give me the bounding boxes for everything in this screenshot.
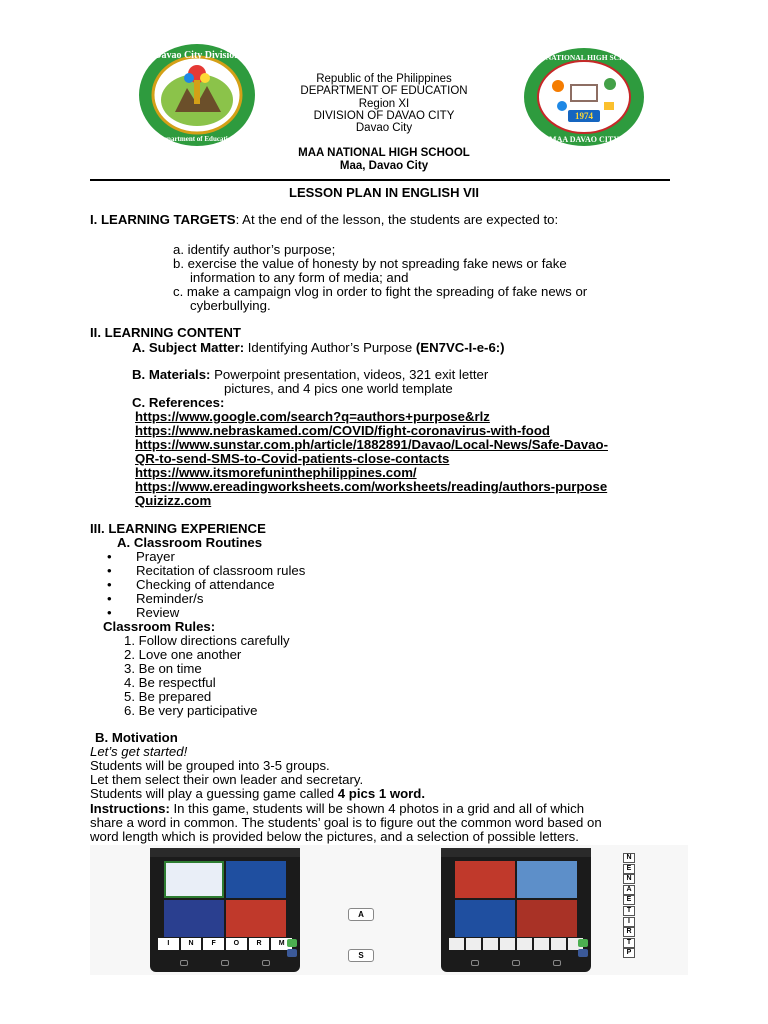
share-icon (578, 949, 588, 957)
back-icon (471, 960, 479, 966)
references-label: C. References: (132, 395, 225, 410)
seal-year: 1974 (575, 111, 593, 121)
rule-item: 6. Be very participative (124, 703, 258, 718)
target-item-continued: cyberbullying. (190, 298, 271, 313)
picture-1 (164, 861, 224, 898)
motivation-line: Students will be grouped into 3-5 groups. (90, 758, 330, 773)
answer-tile-blank (517, 938, 532, 950)
materials-continued: pictures, and 4 pics one world template (224, 381, 453, 396)
letter-choice: N (623, 853, 635, 863)
bullet: • (107, 549, 112, 564)
letter-choice: R (623, 927, 635, 937)
school-address: Maa, Davao City (339, 159, 429, 172)
puzzle-phone-1 (150, 848, 300, 972)
letter-choice: P (623, 948, 635, 958)
share-icon (287, 949, 297, 957)
game-line-text: Students will play a guessing game called (90, 786, 338, 801)
department-line: DEPARTMENT OF EDUCATION (300, 85, 468, 98)
agency-header (250, 73, 518, 134)
materials-label: B. Materials: (132, 367, 211, 382)
classroom-routines-heading: A. Classroom Routines (117, 535, 263, 550)
game-name: 4 pics 1 word. (337, 786, 425, 801)
republic-line: Republic of the Philippines (316, 73, 452, 85)
reference-link[interactable]: https://www.itsmorefuninthephilippines.com/ (135, 465, 417, 480)
target-item: c. make a campaign vlog in order to fight the spreading of fake news or (173, 284, 588, 299)
subject-code: (EN7VC-I-e-6:) (415, 340, 505, 355)
nav-bar (180, 958, 270, 968)
answer-tile: F (203, 938, 224, 950)
status-bar (441, 848, 591, 857)
letter-choices (623, 853, 635, 959)
answer-tile-blank (551, 938, 566, 950)
picture-2 (226, 861, 286, 898)
answer-tile-blank (500, 938, 515, 950)
home-icon (221, 960, 229, 966)
bullet: • (107, 563, 112, 578)
seal-top-text: Davao City Division (154, 50, 240, 61)
letter-choice: T (623, 938, 635, 948)
answer-tile: M (271, 938, 292, 950)
rule-item: 1. Follow directions carefully (124, 633, 290, 648)
reference-link[interactable]: https://www.google.com/search?q=authors+purpose&rlz (135, 409, 490, 424)
answer-tile-blank (534, 938, 549, 950)
bullet: • (107, 577, 112, 592)
target-item-continued: information to any form of media; and (190, 270, 409, 285)
routine-label: Checking of attendance (136, 577, 275, 592)
answer-tiles (158, 938, 292, 950)
letter-button: A (348, 908, 374, 921)
game-screenshots (90, 845, 688, 975)
letter-choice: I (623, 917, 635, 927)
reference-link[interactable]: https://www.ereadingworksheets.com/worksheets/reading/authors-purpose (135, 479, 608, 494)
instructions-line: share a word in common. The students’ goal is to figure out the common word based on (90, 815, 602, 830)
subject-matter-label: A. Subject Matter: (132, 340, 245, 355)
picture-4 (517, 900, 577, 937)
target-item: b. exercise the value of honesty by not spreading fake news or fake (173, 256, 567, 271)
answer-tile-blank (449, 938, 464, 950)
reference-link[interactable]: https://www.nebraskamed.com/COVID/fight-coronavirus-with-food (135, 423, 550, 438)
home-icon (512, 960, 520, 966)
answer-tile: I (158, 938, 179, 950)
hint-icon (578, 939, 588, 947)
letter-choice: T (623, 906, 635, 916)
reference-link[interactable]: https://www.sunstar.com.ph/article/1882891/Davao/Local-News/Safe-Davao- (135, 437, 608, 452)
bullet: • (107, 605, 112, 620)
letter-choice: A (623, 885, 635, 895)
picture-3 (455, 900, 515, 937)
picture-3 (164, 900, 224, 937)
answer-tile: N (181, 938, 202, 950)
game-line (90, 787, 425, 801)
puzzle-phone-2 (441, 848, 591, 972)
learning-targets-intro: : At the end of the lesson, the students are expected to: (235, 212, 559, 227)
letter-button: S (348, 949, 374, 962)
maa-national-high-school-seal (522, 46, 646, 148)
recent-apps-icon (262, 960, 270, 966)
recent-apps-icon (553, 960, 561, 966)
instructions-text: In this game, students will be shown 4 photos in a grid and all of which (169, 801, 585, 816)
letter-choice: E (623, 864, 635, 874)
answer-tile: O (226, 938, 247, 950)
picture-4 (226, 900, 286, 937)
rule-item: 4. Be respectful (124, 675, 216, 690)
header-divider (90, 179, 670, 181)
lesson-plan-title: LESSON PLAN IN ENGLISH VII (289, 185, 479, 200)
school-header (250, 147, 518, 172)
learning-targets-heading: I. LEARNING TARGETS (90, 212, 236, 227)
picture-2 (517, 861, 577, 898)
nav-bar (471, 958, 561, 968)
davao-city-division-seal (137, 42, 257, 148)
hint-icon (287, 939, 297, 947)
division-line: DIVISION OF DAVAO CITY (313, 109, 455, 122)
picture-1 (455, 861, 515, 898)
seal-bottom-text: MAA DAVAO CITY (549, 135, 619, 144)
status-bar (150, 848, 300, 857)
answer-tile: R (249, 938, 270, 950)
rule-item: 2. Love one another (124, 647, 242, 662)
routine-label: Recitation of classroom rules (136, 563, 306, 578)
picture-grid (164, 861, 286, 937)
reference-link[interactable]: Quizizz.com (135, 493, 212, 508)
letter-choice: N (623, 874, 635, 884)
rule-item: 5. Be prepared (124, 689, 212, 704)
back-icon (180, 960, 188, 966)
subject-matter-value: Identifying Author’s Purpose (244, 340, 416, 355)
letter-choice: E (623, 895, 635, 905)
rule-item: 3. Be on time (124, 661, 202, 676)
materials-value: Powerpoint presentation, videos, 321 exit letter (210, 367, 489, 382)
bullet: • (107, 591, 112, 606)
seal-top-text: MAA NATIONAL HIGH SCHOOL (526, 53, 642, 62)
routine-label: Prayer (136, 549, 175, 564)
learning-content-heading: II. LEARNING CONTENT (90, 325, 241, 340)
motivation-heading: B. Motivation (95, 730, 178, 745)
routine-label: Reminder/s (136, 591, 204, 606)
answer-tile-blank (483, 938, 498, 950)
picture-grid (455, 861, 577, 937)
city-line: Davao City (355, 122, 413, 135)
learning-experience-heading: III. LEARNING EXPERIENCE (90, 521, 266, 536)
instructions-line: word length which is provided below the pictures, and a selection of possible letters. (90, 829, 579, 844)
subject-matter-line (132, 341, 505, 355)
motivation-lead: Let’s get started! (90, 744, 188, 759)
classroom-rules-heading: Classroom Rules: (103, 619, 216, 634)
school-name: MAA NATIONAL HIGH SCHOOL (298, 147, 470, 159)
seal-bottom-text: Department of Education (158, 135, 236, 143)
routine-label: Review (136, 605, 180, 620)
instructions-label: Instructions: (90, 801, 170, 816)
learning-targets-heading-line (90, 213, 558, 227)
region-line: Region XI (358, 97, 410, 110)
motivation-line: Let them select their own leader and secretary. (90, 772, 364, 787)
answer-tiles (449, 938, 583, 950)
reference-link-continued[interactable]: QR-to-send-SMS-to-Covid-patients-close-contacts (135, 451, 450, 466)
target-item: a. identify author’s purpose; (173, 242, 336, 257)
answer-tile-blank (466, 938, 481, 950)
